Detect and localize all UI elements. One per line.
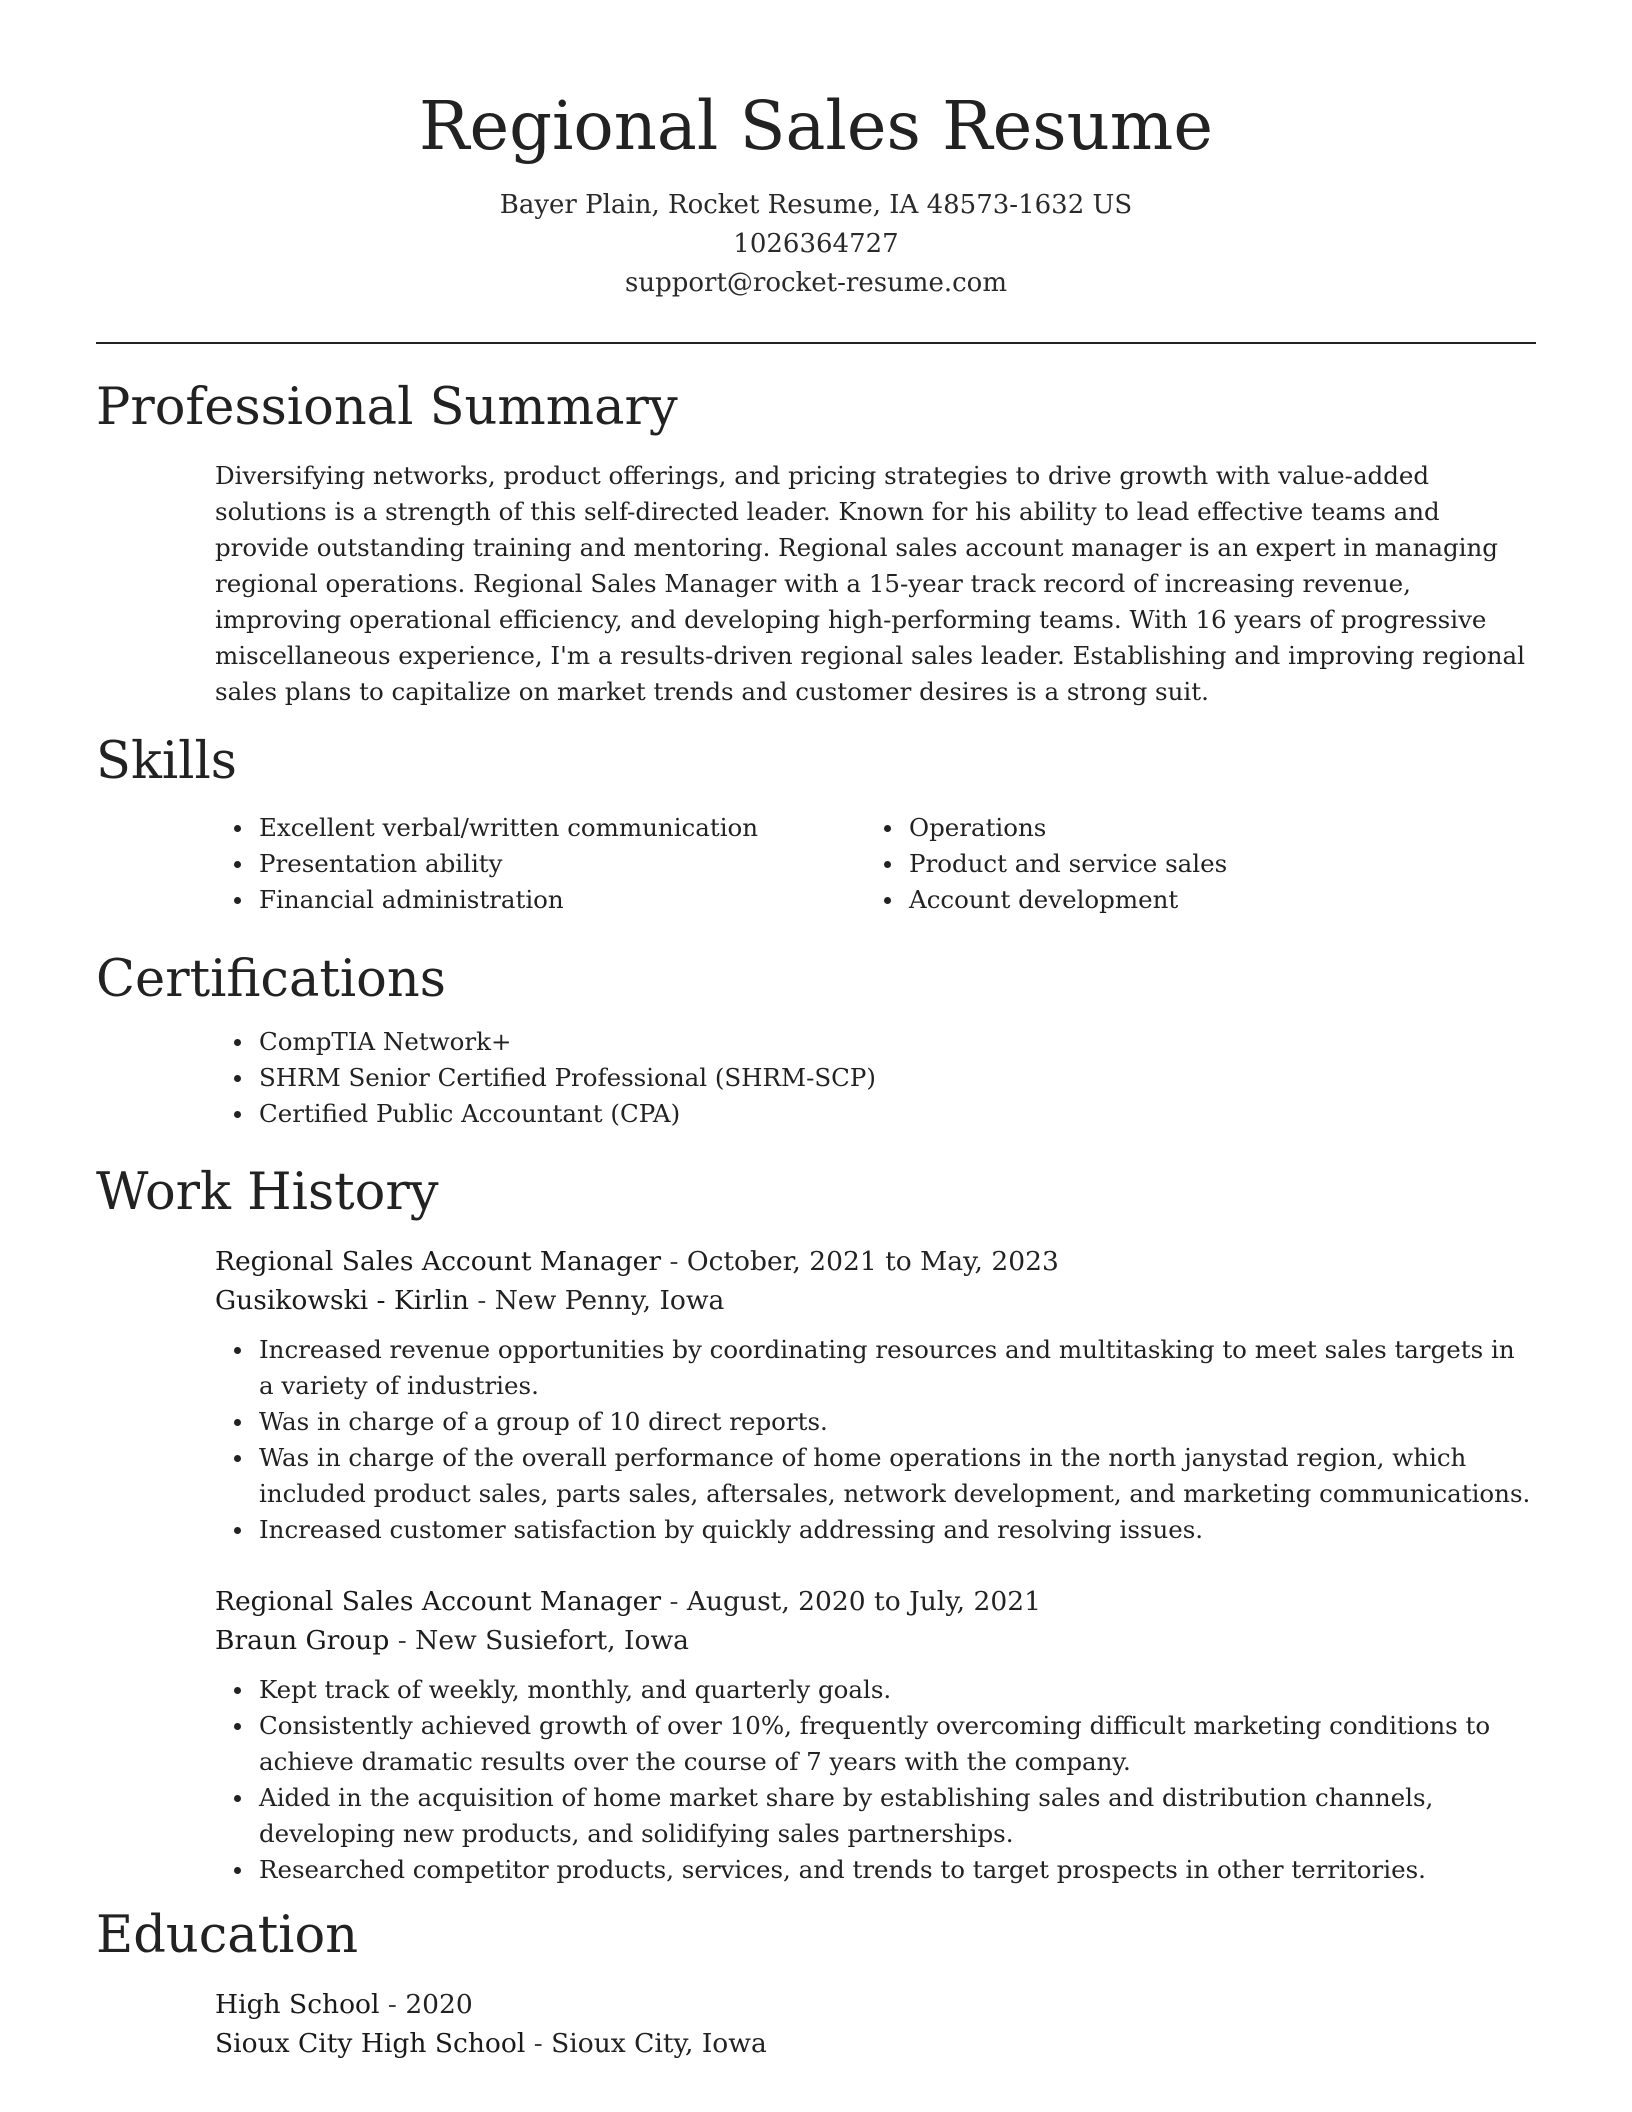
job-bullets: [215, 1672, 1535, 1888]
job-location: New Penny, Iowa: [494, 1285, 725, 1316]
list-item: Financial administration: [215, 882, 835, 918]
list-item: Product and service sales: [865, 846, 1485, 882]
section-title-certifications: Certifications: [96, 950, 446, 1009]
section-title-summary: Professional Summary: [96, 378, 678, 437]
resume-title: Regional Sales Resume: [419, 87, 1213, 165]
list-item: Excellent verbal/written communication: [215, 810, 835, 846]
section-title-skills: Skills: [96, 732, 237, 791]
job-bullets: [215, 1332, 1535, 1548]
email: support@rocket-resume.com: [624, 268, 1007, 298]
section-title-education: Education: [96, 1906, 359, 1965]
summary-text: Diversifying networks, product offerings, and pricing strategies to drive growth with value-added solutions is a strength of this self-directed leader. Known for his ability to lead effective teams and provide outstanding training and mentoring. Regional sales account manager is an expert in managing regional operations. Regional Sales Manager with a 15-year track record of increasing revenue, improving operational efficiency, and developing high-performing teams. With 16 years of progressive miscellaneous experience, I'm a results-driven regional sales leader. Establishing and improving regional sales plans to capitalize on market trends and customer desires is a strong suit.: [215, 461, 1525, 706]
header-divider: [96, 342, 1536, 344]
address: Bayer Plain, Rocket Resume, IA 48573-1632 US: [499, 190, 1133, 220]
list-item: Was in charge of a group of 10 direct reports.: [215, 1404, 1535, 1440]
job-company-line: [215, 1281, 724, 1321]
list-item: Certified Public Accountant (CPA): [215, 1096, 1535, 1132]
phone: 1026364727: [733, 229, 899, 259]
job-dates: August, 2020 to July, 2021: [686, 1586, 1041, 1617]
separator: -: [661, 1586, 687, 1617]
separator: -: [379, 1989, 406, 2020]
list-item: Operations: [865, 810, 1485, 846]
education-school: Sioux City High School: [215, 2028, 526, 2059]
list-item: Was in charge of the overall performance of home operations in the north janystad region, which included product sales, parts sales, aftersales, network development, and marketing communications.: [215, 1440, 1535, 1512]
job-role: Regional Sales Account Manager: [215, 1246, 662, 1277]
list-item: Increased revenue opportunities by coordinating resources and multitasking to meet sales targets in a variety of industries.: [215, 1332, 1535, 1404]
skills-list-left: [215, 810, 835, 918]
list-item: Account development: [865, 882, 1485, 918]
list-item: CompTIA Network+: [215, 1024, 1535, 1060]
list-item: Presentation ability: [215, 846, 835, 882]
list-item: Aided in the acquisition of home market share by establishing sales and distribution channels, developing new products, and solidifying sales partnerships.: [215, 1780, 1535, 1852]
education-year: 2020: [405, 1989, 473, 2020]
education-degree: High School: [215, 1989, 380, 2020]
education-location: Sioux City, Iowa: [551, 2028, 767, 2059]
list-item: SHRM Senior Certified Professional (SHRM-SCP): [215, 1060, 1535, 1096]
job-company: Gusikowski - Kirlin: [215, 1285, 469, 1316]
separator: -: [525, 2028, 552, 2059]
education-school-line: [215, 2024, 767, 2064]
job-location: New Susiefort, Iowa: [415, 1625, 689, 1656]
job-title-line: [215, 1582, 1041, 1622]
list-item: Researched competitor products, services, and trends to target prospects in other territories.: [215, 1852, 1535, 1888]
section-title-work-history: Work History: [96, 1163, 439, 1222]
list-item: Kept track of weekly, monthly, and quarterly goals.: [215, 1672, 1535, 1708]
list-item: Increased customer satisfaction by quickly addressing and resolving issues.: [215, 1512, 1535, 1548]
list-item: Consistently achieved growth of over 10%, frequently overcoming difficult marketing conditions to achieve dramatic results over the course of 7 years with the company.: [215, 1708, 1535, 1780]
job-company-line: [215, 1621, 689, 1661]
job-title-line: [215, 1242, 1059, 1282]
contact-info: [0, 186, 1632, 303]
job-company: Braun Group: [215, 1625, 390, 1656]
separator: -: [661, 1246, 687, 1277]
resume-header: [0, 84, 1632, 303]
education-degree-line: [215, 1985, 473, 2025]
separator: -: [389, 1625, 416, 1656]
skills-list-right: [865, 810, 1485, 918]
separator: -: [468, 1285, 495, 1316]
certifications-list: [215, 1024, 1535, 1132]
job-role: Regional Sales Account Manager: [215, 1586, 662, 1617]
job-dates: October, 2021 to May, 2023: [686, 1246, 1059, 1277]
